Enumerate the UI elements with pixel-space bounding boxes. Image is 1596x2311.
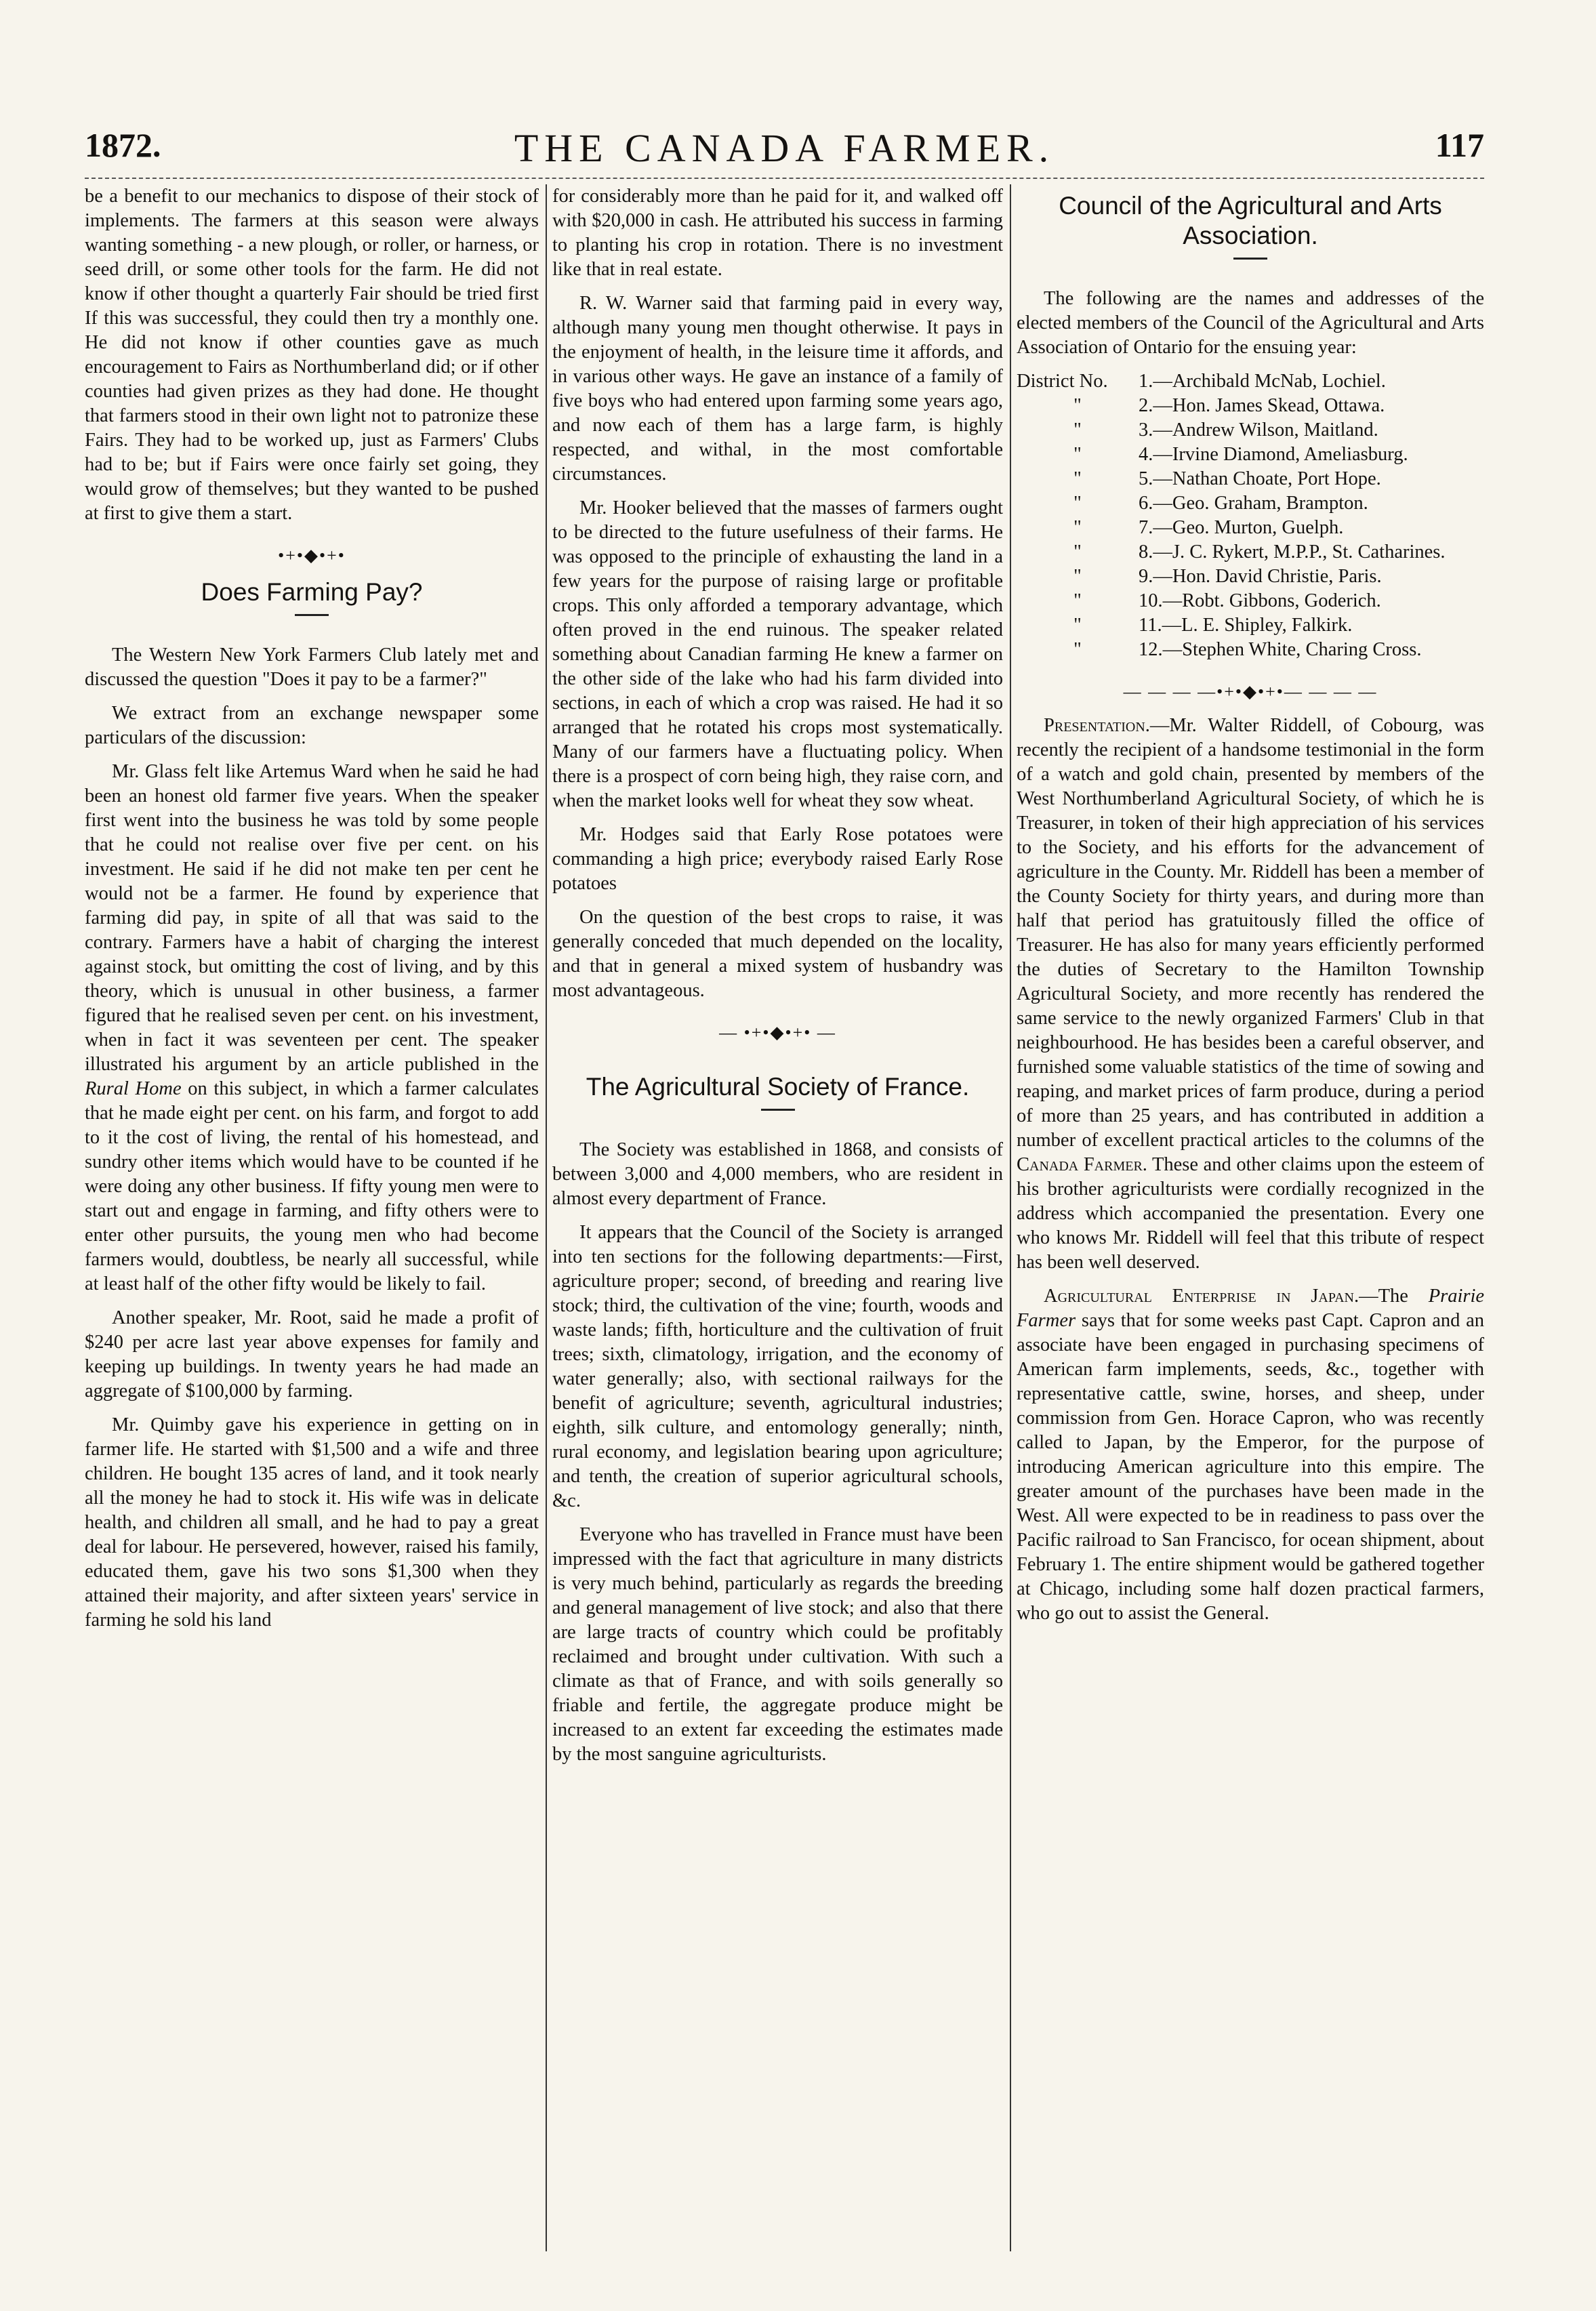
heading-rule <box>761 1109 795 1111</box>
ditto-mark: " <box>1073 517 1082 538</box>
council-member-row <box>1017 589 1484 613</box>
ditto-mark: " <box>1073 541 1082 563</box>
council-member: 9.—Hon. David Christie, Paris. <box>1139 566 1382 587</box>
council-member: 7.—Geo. Murton, Guelph. <box>1139 517 1344 538</box>
article-paragraph: We extract from an exchange newspaper some particulars of the discussion: <box>85 703 539 748</box>
heading-rule <box>295 614 329 616</box>
publication-name: Canada Farmer. <box>1017 1154 1147 1175</box>
column-2 <box>552 184 1003 2251</box>
section-ornament: — •+•◆•+• — <box>719 1023 836 1042</box>
council-member-row <box>1017 613 1484 638</box>
article-paragraph: On the question of the best crops to raise, it was generally conceded that much depended on the locality, and that in general a mixed system of husbandry was most advantageous. <box>552 907 1003 1001</box>
ditto-mark: " <box>1073 444 1082 465</box>
article-paragraph: Mr. Quimby gave his experience in getting on in farmer life. He started with $1,500 and a wife and three children. He bought 135 acres of land, and it took nearly all the money he had to stock it. His wife was in delicate health, and children all small, and he had to pay a great deal for labour. He persevered, however, raised his family, educated them, gave his two sons $1,300 when they attained their majority, and after sixteen years' service in farming he sold his land <box>85 1414 539 1631</box>
council-member-row <box>1017 638 1484 662</box>
article-paragraph <box>85 760 539 1296</box>
paragraph-lead: Agricultural Enterprise in Japan. <box>1044 1286 1359 1307</box>
article-paragraph: The following are the names and addresses of the elected members of the Council of the Agricultural and Arts Association of Ontario for the ensuing year: <box>1017 288 1484 358</box>
article-paragraph: for considerably more than he paid for it, and walked off with $20,000 in cash. He attributed his success in farming to planting his crop in rotation. There is no investment like that in real estate. <box>552 186 1003 280</box>
article-heading: Council of the Agricultural and Arts Association. <box>1059 192 1442 249</box>
column-divider <box>1010 184 1011 2251</box>
paragraph-text: These and other claims upon the esteem of his brother agriculturists were cordially recognized in the address which accompanied the presentation. Every one who knows Mr. Riddell will feel that this tribute of respect has been well deserved. <box>1017 1154 1484 1273</box>
ditto-mark: " <box>1073 420 1082 441</box>
paragraph-text: —Mr. Walter Riddell, of Cobourg, was recently the recipient of a handsome testimonial in the form of a watch and gold chain, presented by members of the West Northumberland Agricultural Society, of which he is Treasurer, in token of their high appreciation of his services to the Society, and his efforts for the advancement of agriculture in the County. Mr. Riddell has been a member of the County Society for thirty years, and during more than half that period has gratuitously filled the office of Treasurer. He has also for many years efficiently performed the duties of Secretary to the Hamilton Township Agricultural Society, and more recently has rendered the same service to the newly organized Farmers' Club in that neighbourhood. He has besides been a careful observer, and furnished some valuable statistics of the time of sowing and reaping, and market prices of farm produce, during a period of more than 25 years, and has contributed in addition a number of excellent practical articles to the columns of the <box>1017 715 1484 1151</box>
council-member: 12.—Stephen White, Charing Cross. <box>1139 639 1422 660</box>
paragraph-text: on this subject, in which a farmer calculates that he made eight per cent. on his farm, and forgot to add to it the cost of living, the rental of his homestead, and sundry other items which would have to be counted if he were doing any other business. If fifty young men were to start out and engage in farming, and fifty others were to enter other pursuits, the young men who had become farmers would, doubtless, be nearly all successful, while at least half of the other fifty would be likely to fail. <box>85 1078 539 1294</box>
council-member-row <box>1017 369 1484 394</box>
publication-name: Rural Home <box>85 1078 182 1099</box>
publication-name: Prairie Farmer <box>1017 1286 1484 1331</box>
council-member-row <box>1017 418 1484 443</box>
council-member-row <box>1017 394 1484 418</box>
article-paragraph: It appears that the Council of the Society is arranged into ten sections for the following departments:—First, agriculture proper; second, of breeding and rearing live stock; third, the cultivation of the vine; fourth, woods and waste lands; fifth, horticulture and the cultivation of fruit trees; sixth, climatology, irrigation, and the economy of water generally; also, with sectional railways for the benefit of agriculture; seventh, agricultural industries; eighth, silk culture, and entomology generally; ninth, rural economy, and legislation bearing upon agriculture; and tenth, the creation of superior agricultural schools, &c. <box>552 1222 1003 1511</box>
column-1 <box>85 184 539 2251</box>
council-member: 11.—L. E. Shipley, Falkirk. <box>1139 615 1353 636</box>
article-heading: Does Farming Pay? <box>201 578 423 606</box>
ditto-mark: " <box>1073 566 1082 587</box>
paragraph-lead: Presentation. <box>1044 715 1150 736</box>
article-heading: The Agricultural Society of France. <box>586 1073 970 1101</box>
council-member: 3.—Andrew Wilson, Maitland. <box>1139 420 1378 441</box>
article-paragraph: Everyone who has travelled in France must have been impressed with the fact that agriculture in many districts is very much behind, particularly as regards the breeding and general management of live stock; and also that there are large tracts of country which could be profitably reclaimed and brought under cultivation. With such a climate as that of France, and with soils generally so friable and fertile, the aggregate produce might be increased to an extent far exceeding the estimates made by the most sanguine agriculturists. <box>552 1524 1003 1765</box>
district-label: District No. <box>1017 371 1108 392</box>
article-paragraph: The Western New York Farmers Club lately met and discussed the question "Does it pay to be a farmer?" <box>85 645 539 690</box>
article-paragraph: The Society was established in 1868, and consists of between 3,000 and 4,000 members, who are resident in almost every department of France. <box>552 1139 1003 1209</box>
paragraph-text: says that for some weeks past Capt. Capron and an associate have been engaged in purchasing specimens of American farm implements, seeds, &c., together with representative cattle, swine, horses, and sheep, under commission from Gen. Horace Capron, who was recently called to Japan, by the Emperor, for the purpose of introducing American agriculture into this empire. The greater amount of the purchases have been made in the West. All were expected to be in readiness to pass over the Pacific railroad to San Francisco, for ocean shipment, about February 1. The entire shipment would be gathered together at Chicago, including some half dozen practical farmers, who go out to assist the General. <box>1017 1310 1484 1624</box>
column-divider <box>546 184 547 2251</box>
article-paragraph <box>1017 714 1484 1275</box>
council-member-row <box>1017 467 1484 491</box>
section-ornament: •+•◆•+• <box>278 546 346 565</box>
council-roster <box>1017 369 1484 662</box>
paragraph-text: Mr. Glass felt like Artemus Ward when he said he had been an honest old farmer five years. When the speaker first went into the business he was told by some people that he could not realise over five per cent. on his investment. He said if he did not make ten per cent he would not be a farmer. He found by experience that farming did pay, in spite of all that was said to the contrary. Farmers have a habit of charging the interest against stock, but omitting the cost of living, and by this theory, which is unusual in other business, a farmer figured that he realised seven per cent. on his investment, when in fact it was seventeen per cent. The speaker illustrated his argument by an article published in the <box>85 761 539 1075</box>
article-paragraph: Another speaker, Mr. Root, said he made a profit of $240 per acre last year above expenses for family and keeping up buildings. In twenty years he had made an aggregate of $100,000 by farming. <box>85 1307 539 1402</box>
ditto-mark: " <box>1073 493 1082 514</box>
page-header <box>85 125 1484 180</box>
ditto-mark: " <box>1073 590 1082 611</box>
article-paragraph: be a benefit to our mechanics to dispose of their stock of implements. The farmers at this season were always wanting something - a new plough, or roller, or harness, or seed drill, or some other tools for the farm. He did not know if other thought a quarterly Fair should be tried first If this was successful, they could then try a monthly one. He did not know if other counties gave as much encouragement to Fairs as Northumberland did; or if other counties had given prizes as they had done. He thought that farmers stood in their own light not to patronize these Fairs. They had to be worked up, just as Farmers' Clubs had to be; but if Fairs were once fairly set going, they would grow of themselves; but they wanted to be pushed at first to give them a start. <box>85 186 539 524</box>
ditto-mark: " <box>1073 639 1082 660</box>
header-rule <box>85 178 1484 179</box>
newspaper-title: THE CANADA FARMER. <box>514 126 1055 170</box>
article-paragraph <box>1017 1284 1484 1626</box>
page-number: 117 <box>1435 126 1484 164</box>
council-member: 1.—Archibald McNab, Lochiel. <box>1139 371 1386 392</box>
article-paragraph: Mr. Hodges said that Early Rose potatoes were commanding a high price; everybody raised Early Rose potatoes <box>552 824 1003 894</box>
ditto-mark: " <box>1073 615 1082 636</box>
council-member: 4.—Irvine Diamond, Ameliasburg. <box>1139 444 1408 465</box>
paragraph-text: —The <box>1359 1286 1408 1307</box>
council-member-row <box>1017 491 1484 516</box>
council-member-row <box>1017 443 1484 467</box>
council-member-row <box>1017 540 1484 565</box>
ditto-mark: " <box>1073 395 1082 416</box>
council-member: 5.—Nathan Choate, Port Hope. <box>1139 468 1381 489</box>
column-3 <box>1017 184 1484 2251</box>
article-paragraph: Mr. Hooker believed that the masses of farmers ought to be directed to the future usefulness of their farms. He was opposed to the principle of exhausting the land in a few years for the purpose of raising large or profitable crops. This only afforded a temporary advantage, which often proved in the end ruinous. The speaker related something about Canadian farming He knew a farmer on the other side of the lake who had his farm divided into sections, in each of which a crop was raised. He had it so arranged that he rotated his crops most systematically. Many of our farmers have a fluctuating policy. When there is a prospect of corn being high, they raise corn, and when the market looks well for wheat they sow wheat. <box>552 497 1003 811</box>
council-member: 8.—J. C. Rykert, M.P.P., St. Catharines. <box>1139 541 1446 563</box>
council-member-row <box>1017 565 1484 589</box>
header-year: 1872. <box>85 126 161 164</box>
council-member-row <box>1017 516 1484 540</box>
ditto-mark: " <box>1073 468 1082 489</box>
council-member: 6.—Geo. Graham, Brampton. <box>1139 493 1368 514</box>
council-member: 10.—Robt. Gibbons, Goderich. <box>1139 590 1381 611</box>
council-member: 2.—Hon. James Skead, Ottawa. <box>1139 395 1385 416</box>
heading-rule <box>1233 258 1267 260</box>
article-paragraph: R. W. Warner said that farming paid in every way, although many young men thought otherwise. It pays in the enjoyment of health, in the leisure time it affords, and in various other ways. He gave an instance of a family of five boys who had entered upon farming some years ago, and now each of them has a large farm, is highly respected, and withal, in the most comfortable circumstances. <box>552 293 1003 485</box>
section-ornament: — — — —•+•◆•+•— — — — <box>1123 682 1378 701</box>
